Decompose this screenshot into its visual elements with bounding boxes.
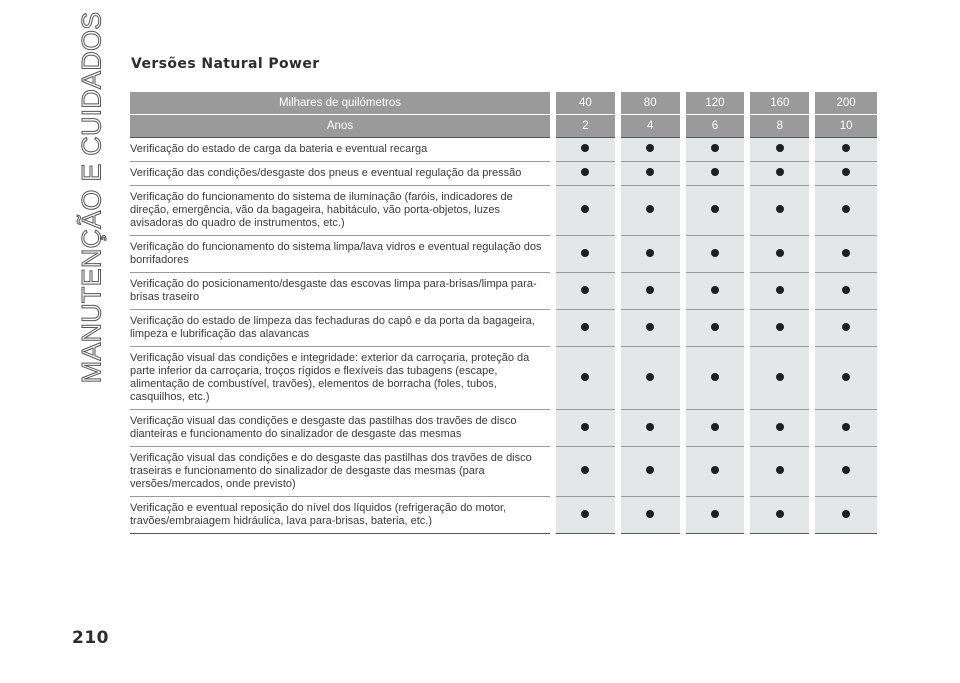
check-description: Verificação do estado de limpeza das fechaduras do capô e da porta da bagageira, limpeza e lubrificação das alavancas — [130, 310, 553, 347]
section-title: Versões Natural Power — [131, 56, 320, 72]
table-row — [130, 236, 877, 273]
check-description: Verificação e eventual reposição do nível dos líquidos (refrigeração do motor, travões/embraiagem hidráulica, lava para-brisas, bateria, etc.) — [130, 497, 553, 534]
check-description: Verificação das condições/desgaste dos pneus e eventual regulação da pressão — [130, 162, 553, 186]
schedule-cell — [683, 310, 748, 347]
schedule-cell — [683, 410, 748, 447]
schedule-cell — [618, 162, 683, 186]
bullet-dot-icon — [776, 249, 784, 257]
schedule-cell — [683, 273, 748, 310]
header-label-km: Milhares de quilómetros — [130, 92, 553, 115]
table-row — [130, 273, 877, 310]
header-year-value: 4 — [618, 115, 683, 138]
bullet-dot-icon — [581, 466, 589, 474]
schedule-cell — [812, 410, 877, 447]
header-row-years — [130, 115, 877, 138]
check-description: Verificação do funcionamento do sistema de iluminação (faróis, indicadores de direção, emergência, vão da bagageira, habitáculo, vão porta-objetos, luzes avisadoras do quadro de instrumentos, etc.) — [130, 186, 553, 236]
bullet-dot-icon — [842, 423, 850, 431]
schedule-cell — [618, 186, 683, 236]
bullet-dot-icon — [711, 286, 719, 294]
schedule-cell — [747, 186, 812, 236]
table-row — [130, 447, 877, 497]
schedule-cell — [553, 410, 618, 447]
bullet-dot-icon — [646, 373, 654, 381]
bullet-dot-icon — [581, 286, 589, 294]
bullet-dot-icon — [581, 249, 589, 257]
bullet-dot-icon — [776, 510, 784, 518]
bullet-dot-icon — [711, 373, 719, 381]
schedule-cell — [553, 236, 618, 273]
bullet-dot-icon — [581, 510, 589, 518]
schedule-cell — [812, 447, 877, 497]
bullet-dot-icon — [581, 205, 589, 213]
schedule-cell — [683, 186, 748, 236]
bullet-dot-icon — [646, 423, 654, 431]
schedule-cell — [747, 138, 812, 162]
bullet-dot-icon — [581, 144, 589, 152]
bullet-dot-icon — [776, 373, 784, 381]
schedule-cell — [683, 347, 748, 410]
bullet-dot-icon — [711, 205, 719, 213]
schedule-cell — [618, 138, 683, 162]
schedule-cell — [553, 162, 618, 186]
schedule-cell — [812, 138, 877, 162]
chapter-side-title-text: MANUTENÇÃO E CUIDADOS — [76, 11, 107, 383]
bullet-dot-icon — [646, 466, 654, 474]
schedule-cell — [812, 162, 877, 186]
header-km-value: 160 — [747, 92, 812, 115]
bullet-dot-icon — [646, 510, 654, 518]
header-row-km — [130, 92, 877, 115]
schedule-cell — [812, 497, 877, 534]
check-description: Verificação do estado de carga da bateria e eventual recarga — [130, 138, 553, 162]
header-year-value: 8 — [747, 115, 812, 138]
schedule-cell — [618, 273, 683, 310]
check-description: Verificação visual das condições e desgaste das pastilhas dos travões de disco dianteiras e funcionamento do sinalizador de desgaste das mesmas — [130, 410, 553, 447]
bullet-dot-icon — [776, 323, 784, 331]
schedule-cell — [553, 186, 618, 236]
bullet-dot-icon — [581, 323, 589, 331]
table-row — [130, 410, 877, 447]
schedule-cell — [812, 186, 877, 236]
header-year-value: 2 — [553, 115, 618, 138]
check-description: Verificação do funcionamento do sistema limpa/lava vidros e eventual regulação dos borrifadores — [130, 236, 553, 273]
schedule-cell — [747, 310, 812, 347]
schedule-cell — [683, 497, 748, 534]
bullet-dot-icon — [776, 286, 784, 294]
schedule-cell — [747, 410, 812, 447]
bullet-dot-icon — [776, 168, 784, 176]
header-km-value: 40 — [553, 92, 618, 115]
schedule-cell — [683, 162, 748, 186]
schedule-cell — [747, 497, 812, 534]
bullet-dot-icon — [646, 286, 654, 294]
schedule-cell — [553, 138, 618, 162]
schedule-cell — [553, 310, 618, 347]
header-label-years: Anos — [130, 115, 553, 138]
header-year-value: 10 — [812, 115, 877, 138]
schedule-cell — [618, 497, 683, 534]
schedule-cell — [683, 447, 748, 497]
bullet-dot-icon — [711, 423, 719, 431]
schedule-cell — [747, 447, 812, 497]
bullet-dot-icon — [581, 168, 589, 176]
bullet-dot-icon — [842, 144, 850, 152]
bullet-dot-icon — [711, 510, 719, 518]
bullet-dot-icon — [646, 205, 654, 213]
bullet-dot-icon — [711, 144, 719, 152]
bullet-dot-icon — [776, 423, 784, 431]
table-row — [130, 138, 877, 162]
schedule-cell — [618, 310, 683, 347]
table-header — [130, 92, 877, 138]
bullet-dot-icon — [842, 323, 850, 331]
schedule-cell — [553, 273, 618, 310]
bullet-dot-icon — [711, 168, 719, 176]
maintenance-schedule-table — [130, 92, 877, 534]
schedule-cell — [747, 236, 812, 273]
bullet-dot-icon — [842, 373, 850, 381]
schedule-cell — [618, 447, 683, 497]
header-year-value: 6 — [683, 115, 748, 138]
bullet-dot-icon — [711, 323, 719, 331]
table-row — [130, 310, 877, 347]
check-description: Verificação visual das condições e do desgaste das pastilhas dos travões de disco traseiras e funcionamento do sinalizador de desgaste das mesmas (para versões/mercados, onde previsto) — [130, 447, 553, 497]
table-row — [130, 347, 877, 410]
table-body — [130, 138, 877, 534]
schedule-cell — [812, 310, 877, 347]
schedule-cell — [747, 273, 812, 310]
bullet-dot-icon — [842, 205, 850, 213]
schedule-cell — [747, 347, 812, 410]
bullet-dot-icon — [646, 168, 654, 176]
schedule-cell — [553, 347, 618, 410]
page-number: 210 — [72, 628, 109, 648]
schedule-cell — [812, 273, 877, 310]
check-description: Verificação visual das condições e integridade: exterior da carroçaria, proteção da parte inferior da carroçaria, troços rígidos e flexíveis das tubagens (escape, alimentação de combustível, travões), elementos de borracha (foles, tubos, casquilhos, etc.) — [130, 347, 553, 410]
header-km-value: 200 — [812, 92, 877, 115]
bullet-dot-icon — [646, 323, 654, 331]
bullet-dot-icon — [842, 168, 850, 176]
bullet-dot-icon — [581, 423, 589, 431]
bullet-dot-icon — [842, 286, 850, 294]
bullet-dot-icon — [842, 510, 850, 518]
schedule-cell — [618, 410, 683, 447]
header-km-value: 120 — [683, 92, 748, 115]
bullet-dot-icon — [711, 249, 719, 257]
bullet-dot-icon — [776, 466, 784, 474]
schedule-cell — [812, 347, 877, 410]
check-description: Verificação do posicionamento/desgaste das escovas limpa para-brisas/limpa para-brisas traseiro — [130, 273, 553, 310]
bullet-dot-icon — [646, 144, 654, 152]
bullet-dot-icon — [646, 249, 654, 257]
schedule-cell — [553, 447, 618, 497]
chapter-side-title — [62, 11, 122, 383]
schedule-cell — [747, 162, 812, 186]
bullet-dot-icon — [581, 373, 589, 381]
schedule-cell — [683, 138, 748, 162]
schedule-cell — [683, 236, 748, 273]
schedule-cell — [618, 236, 683, 273]
bullet-dot-icon — [842, 249, 850, 257]
bullet-dot-icon — [776, 144, 784, 152]
bullet-dot-icon — [711, 466, 719, 474]
table-row — [130, 162, 877, 186]
schedule-cell — [812, 236, 877, 273]
header-km-value: 80 — [618, 92, 683, 115]
schedule-cell — [618, 347, 683, 410]
table-row — [130, 186, 877, 236]
schedule-cell — [553, 497, 618, 534]
bullet-dot-icon — [842, 466, 850, 474]
bullet-dot-icon — [776, 205, 784, 213]
table-row — [130, 497, 877, 534]
